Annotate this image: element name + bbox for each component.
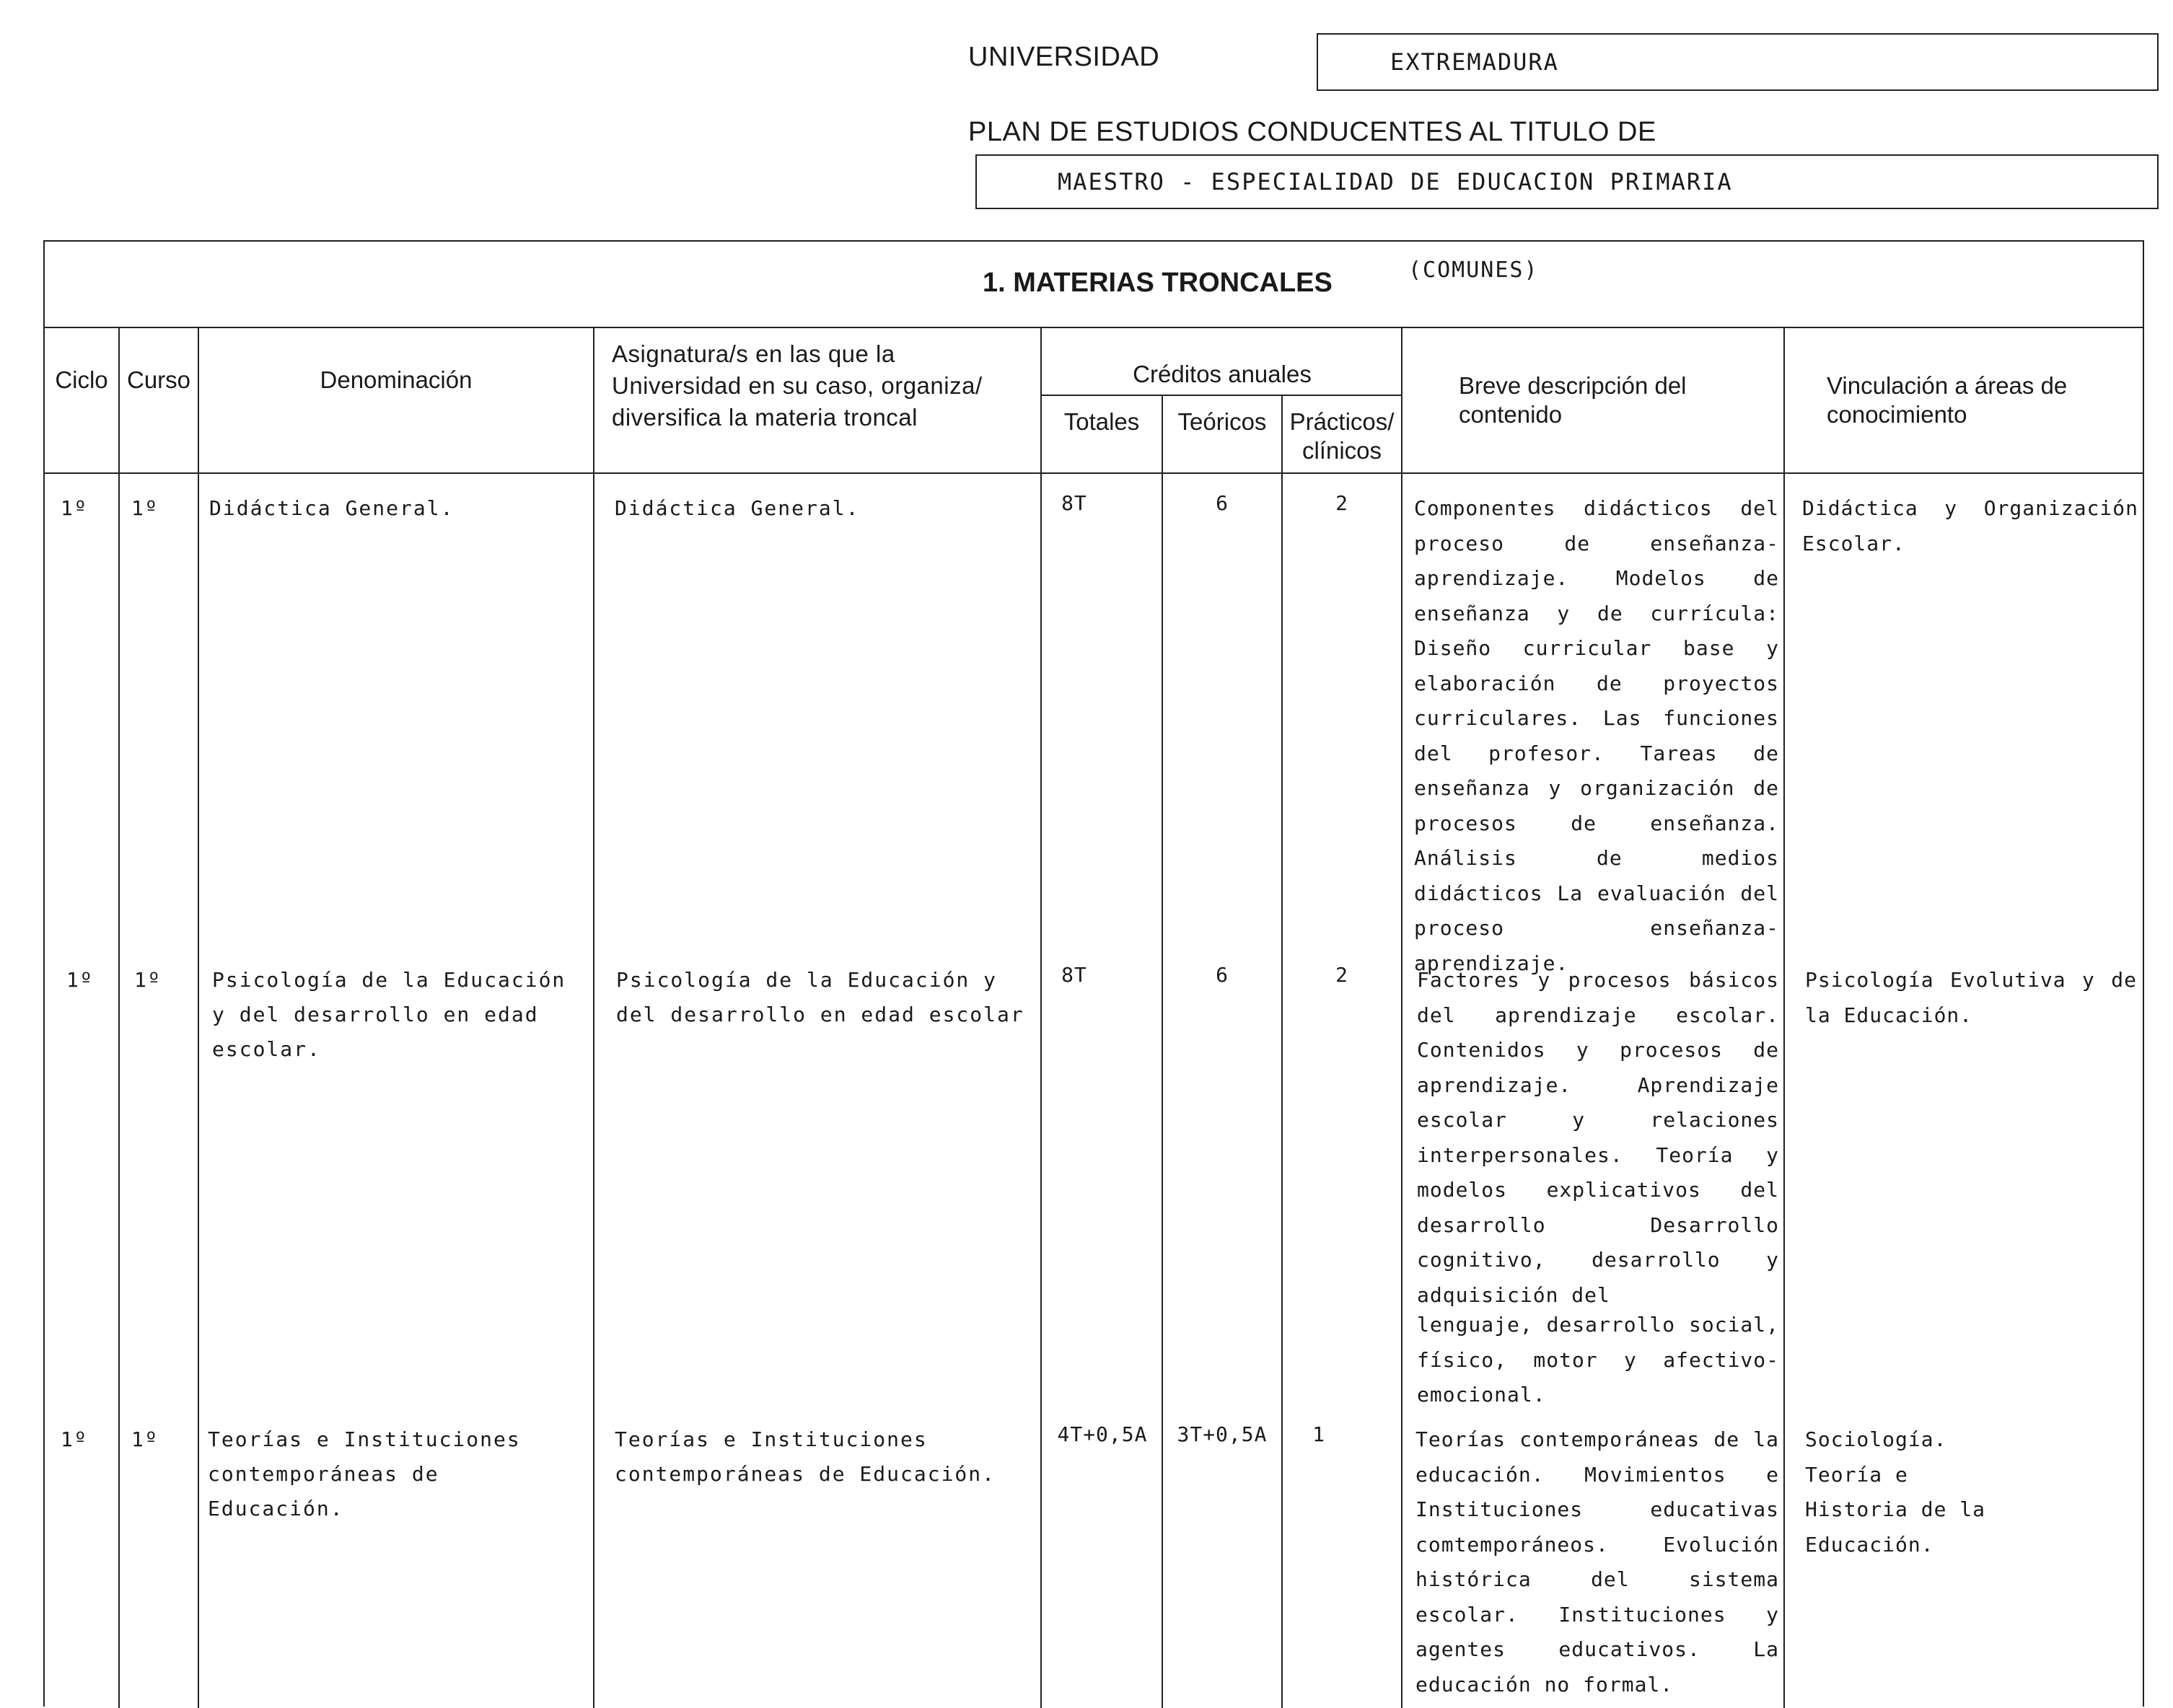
titulo-value: MAESTRO - ESPECIALIDAD DE EDUCACION PRIMARIA xyxy=(1058,168,1733,195)
row3-totales: 4T+0,5A xyxy=(1057,1422,1148,1446)
col-line-8 xyxy=(1783,328,1785,1708)
col-teoricos: Teóricos xyxy=(1177,408,1267,435)
row3-denominacion: Teorías e Instituciones contemporáneas de Educación. xyxy=(208,1427,521,1520)
col-line-6 xyxy=(1281,395,1283,1708)
row3-vinculacion: Sociología. Teoría e Historia de la Educación. xyxy=(1805,1427,1986,1557)
row3-practicos: 1 xyxy=(1312,1422,1325,1446)
row2-curso: 1º xyxy=(134,968,162,992)
header-divider xyxy=(45,472,2143,474)
col-curso: Curso xyxy=(126,366,191,393)
row3-descripcion: Teorías contemporáneas de la educación. Movimientos e Instituciones educativas comtemporáneos. Evolución histórica del sistema escolar. Instituciones y agentes educativos. La educación no formal. xyxy=(1415,1427,1779,1696)
row3-ciclo: 1º xyxy=(61,1427,88,1451)
section-title: 1. MATERIAS TRONCALES xyxy=(983,268,1333,298)
col-ciclo: Ciclo xyxy=(55,366,108,393)
col-practicos: Prácticos/ clínicos xyxy=(1289,408,1395,464)
row2-asignatura: Psicología de la Educación y del desarrollo en edad escolar xyxy=(616,968,1024,1026)
col-line-7 xyxy=(1401,328,1402,1708)
col-line-2 xyxy=(198,328,199,1708)
row1-ciclo: 1º xyxy=(61,496,88,520)
row2-vinculacion: Psicología Evolutiva y de la Educación. xyxy=(1805,968,2137,1027)
col-creditos: Créditos anuales xyxy=(1133,361,1312,387)
universidad-label: UNIVERSIDAD xyxy=(968,42,1160,72)
col-line-3 xyxy=(593,328,594,1708)
row2-ciclo: 1º xyxy=(66,968,94,992)
row2-descripcion-cont: lenguaje, desarrollo social, físico, motor y afectivo-emocional. xyxy=(1417,1313,1779,1407)
col-line-1 xyxy=(118,328,120,1708)
row2-totales: 8T xyxy=(1061,963,1087,987)
row3-teoricos: 3T+0,5A xyxy=(1177,1422,1268,1446)
universidad-value-box xyxy=(1317,33,2159,91)
row1-denominacion: Didáctica General. xyxy=(209,496,455,520)
row3-asignatura: Teorías e Instituciones contemporáneas de Educación. xyxy=(615,1427,996,1486)
universidad-value: EXTREMADURA xyxy=(1390,48,1559,76)
col-line-5 xyxy=(1162,395,1163,1708)
row1-vinculacion: Didáctica y Organización Escolar. xyxy=(1802,496,2138,555)
col-descripcion: Breve descripción del contenido xyxy=(1459,372,1687,428)
row1-asignatura: Didáctica General. xyxy=(615,496,860,520)
section-subtitle: (COMUNES) xyxy=(1408,257,1539,283)
col-asignatura: Asignatura/s en las que la Universidad en su caso, organiza/ diversifica la materia troncal xyxy=(612,340,983,431)
materias-table xyxy=(43,240,2144,1707)
row1-totales: 8T xyxy=(1061,491,1087,515)
section-title-row xyxy=(45,242,2143,328)
row2-descripcion: Factores y procesos básicos del aprendizaje escolar. Contenidos y procesos de aprendizaje. Aprendizaje escolar y relaciones interpersonales. Teoría y modelos explicativos del desarrollo Desarrollo cognitivo, desarrollo y adquisición del xyxy=(1417,968,1779,1307)
row1-curso: 1º xyxy=(131,496,159,520)
row1-descripcion: Componentes didácticos del proceso de enseñanza-aprendizaje. Modelos de enseñanza y de currícula: Diseño curricular base y elaboración de proyectos curriculares. Las funciones del profesor. Tareas de enseñanza y organización de procesos de enseñanza. Análisis de medios didácticos La evaluación del proceso enseñanza-aprendizaje. xyxy=(1414,496,1779,975)
col-totales: Totales xyxy=(1063,408,1140,435)
col-line-4 xyxy=(1040,328,1042,1708)
titulo-value-box xyxy=(975,154,2159,209)
row2-teoricos: 6 xyxy=(1216,963,1229,987)
row1-teoricos: 6 xyxy=(1216,491,1229,515)
creditos-subdivider xyxy=(1042,395,1402,396)
row1-practicos: 2 xyxy=(1335,491,1348,515)
plan-label: PLAN DE ESTUDIOS CONDUCENTES AL TITULO DE xyxy=(968,117,1656,147)
row2-practicos: 2 xyxy=(1335,963,1348,987)
col-denominacion: Denominación xyxy=(320,366,473,393)
row3-curso: 1º xyxy=(131,1427,159,1451)
col-vinculacion: Vinculación a áreas de conocimiento xyxy=(1827,372,2068,428)
row2-denominacion: Psicología de la Educación y del desarrollo en edad escolar. xyxy=(212,968,566,1061)
